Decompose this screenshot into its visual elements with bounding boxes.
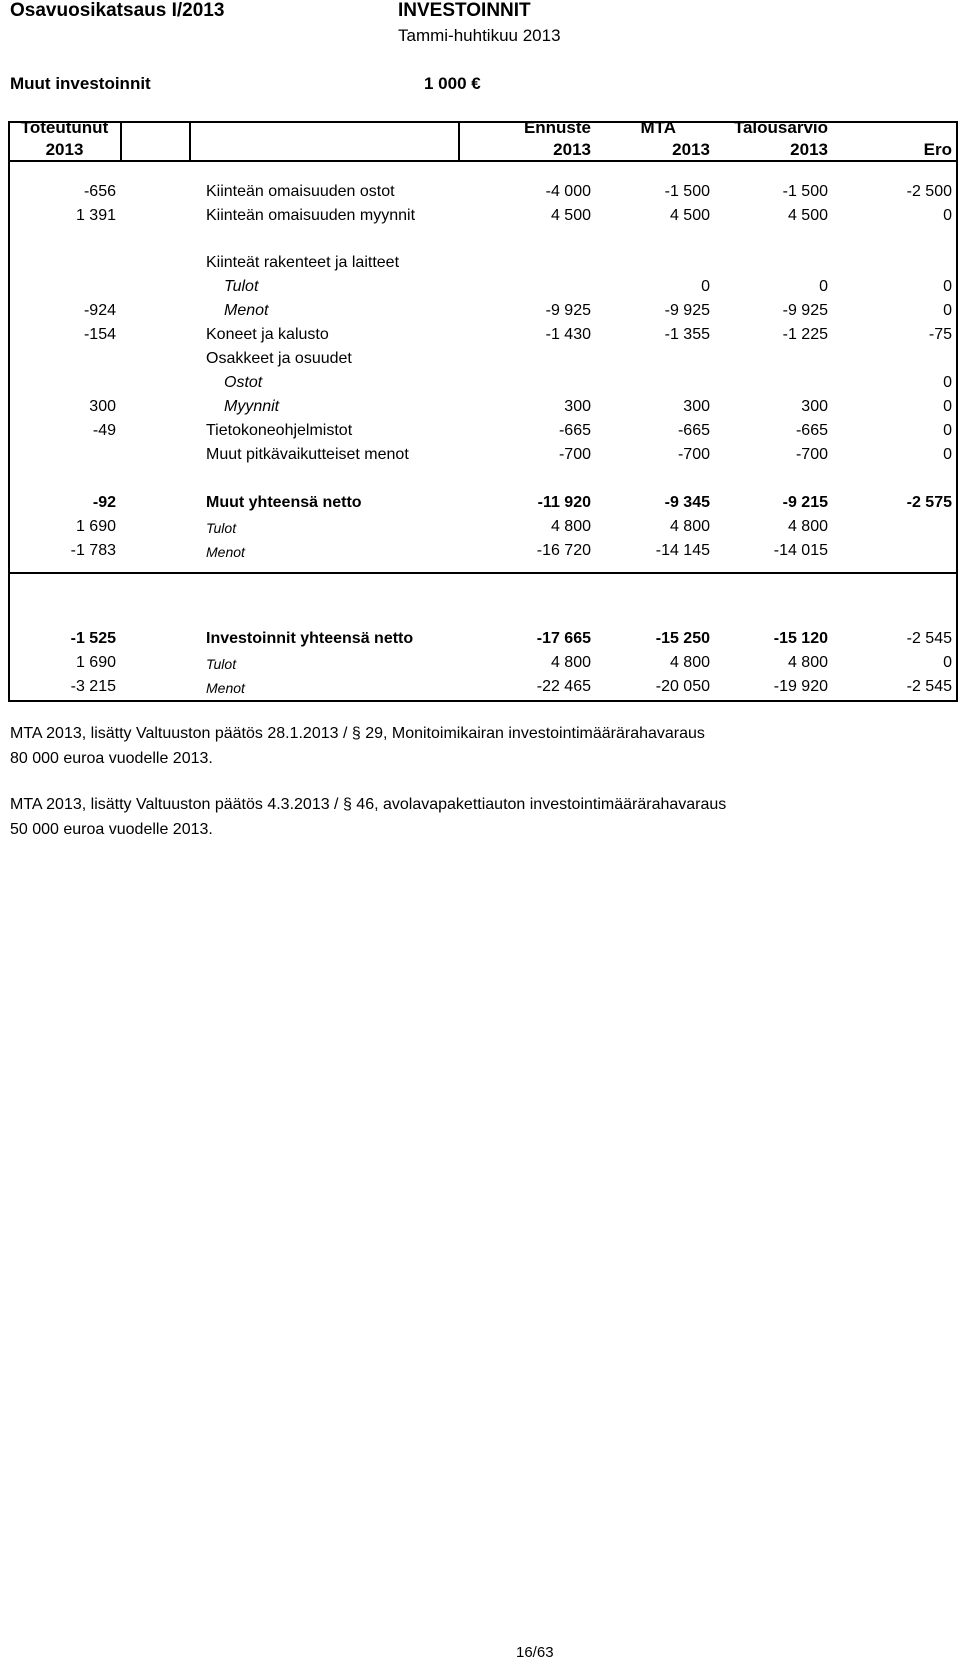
cell-ennuste: 4 800 [550,654,591,671]
cell-ennuste: -9 925 [545,302,591,319]
cell-talousarvio: 0 [819,278,828,295]
cell-toteutunut: 300 [89,398,116,415]
cell-mta: 0 [701,278,710,295]
cell-talousarvio: 4 800 [787,518,828,535]
cell-mta: -14 145 [655,542,710,559]
table-header-row [8,115,958,139]
period-label: Tammi-huhtikuu 2013 [398,26,561,45]
table-row [8,675,958,699]
cell-ero: 0 [943,374,952,391]
row-label: Ostot [224,374,263,391]
cell-mta: 4 800 [669,654,710,671]
table-row [8,251,958,275]
cell-ennuste: 4 800 [550,518,591,535]
table-row [8,323,958,347]
cell-talousarvio: -19 920 [773,678,828,695]
row-label: Muut pitkävaikutteiset menot [206,446,409,463]
col-ennuste-year: 2013 [553,140,591,159]
row-label: Menot [224,302,269,319]
col-ero: Ero [923,140,952,159]
table-row [8,299,958,323]
cell-mta: 4 500 [669,207,710,224]
cell-ennuste: -17 665 [536,630,591,647]
cell-ennuste: 4 500 [550,207,591,224]
cell-toteutunut: -92 [92,494,116,511]
col-mta-year: 2013 [672,140,710,159]
table-header-row [8,137,958,161]
report-title: Osavuosikatsaus I/2013 [10,0,225,21]
table-section-divider [8,572,958,574]
cell-ennuste: -11 920 [537,494,591,511]
cell-ero: 0 [943,422,952,439]
note-2-line-1: MTA 2013, lisätty Valtuuston päätös 4.3.2013 / § 46, avolavapakettiauton investointimäärärahavaraus [10,796,727,813]
page-number: 16/63 [516,1644,554,1661]
cell-ero: -75 [928,326,952,343]
cell-talousarvio: 4 800 [787,654,828,671]
cell-mta: -9 345 [664,494,710,511]
row-label: Kiinteät rakenteet ja laitteet [206,254,400,271]
cell-toteutunut: -3 215 [70,678,116,695]
cell-mta: -700 [677,446,710,463]
row-label: Osakkeet ja osuudet [206,350,352,367]
cell-ero: -2 575 [906,494,952,511]
cell-ero: -2 545 [906,678,952,695]
row-label: Tulot [224,278,259,295]
table-row [8,347,958,371]
cell-talousarvio: 300 [801,398,828,415]
section-title: INVESTOINNIT [398,0,531,21]
cell-talousarvio: -1 225 [782,326,828,343]
cell-toteutunut: -924 [83,302,116,319]
cell-ero: 0 [943,278,952,295]
cell-toteutunut: -1 783 [70,542,116,559]
cell-mta: 4 800 [669,518,710,535]
cell-ennuste: -700 [558,446,591,463]
cell-toteutunut: 1 690 [75,518,116,535]
table-row [8,651,958,675]
row-label: Koneet ja kalusto [206,326,329,343]
col-toteutunut: Toteutunut [20,118,109,137]
cell-toteutunut: -656 [83,183,116,200]
cell-ero: 0 [943,446,952,463]
cell-toteutunut: 1 391 [75,207,116,224]
row-label: Investoinnit yhteensä netto [206,630,414,647]
cell-ennuste: -16 720 [536,542,591,559]
cell-mta: -665 [677,422,710,439]
col-toteutunut-year: 2013 [45,140,84,159]
table-row [8,371,958,395]
row-label: Kiinteän omaisuuden myynnit [206,207,416,224]
cell-talousarvio: 4 500 [787,207,828,224]
col-talousarvio-year: 2013 [790,140,828,159]
subtotal-row [8,491,958,515]
cell-ennuste: -665 [558,422,591,439]
cell-toteutunut: -49 [92,422,116,439]
cell-talousarvio: -665 [795,422,828,439]
cell-mta: -20 050 [655,678,710,695]
cell-talousarvio: -700 [795,446,828,463]
cell-talousarvio: -9 215 [782,494,828,511]
row-label: Tulot [206,656,237,672]
cell-ennuste: -4 000 [545,183,591,200]
col-mta: MTA [640,118,676,137]
row-label: Myynnit [224,398,280,415]
cell-mta: -15 250 [655,630,710,647]
col-ennuste: Ennuste [523,118,591,137]
row-label: Kiinteän omaisuuden ostot [206,183,395,200]
cell-ennuste: -22 465 [536,678,591,695]
row-label: Menot [206,680,245,696]
unit-value: 1 000 € [424,74,481,93]
note-1-line-2: 80 000 euroa vuodelle 2013. [10,750,213,767]
table-row [8,515,958,539]
table-row [8,539,958,563]
cell-talousarvio: -15 120 [773,630,828,647]
col-talousarvio: Talousarvio [733,118,828,137]
cell-ero: 0 [943,207,952,224]
cell-toteutunut: -1 525 [70,630,116,647]
cell-mta: -1 500 [664,183,710,200]
table-row [8,180,958,204]
cell-talousarvio: -14 015 [773,542,828,559]
table-row [8,395,958,419]
row-label: Menot [206,544,245,560]
note-1-line-1: MTA 2013, lisätty Valtuuston päätös 28.1.2013 / § 29, Monitoimikairan investointimäärärahavaraus [10,725,705,742]
row-label: Tietokoneohjelmistot [206,422,353,439]
cell-ero: -2 500 [906,183,952,200]
cell-talousarvio: -9 925 [782,302,828,319]
cell-mta: 300 [683,398,710,415]
cell-ero: 0 [943,654,952,671]
cell-mta: -1 355 [664,326,710,343]
row-label: Muut yhteensä netto [206,494,362,511]
cell-toteutunut: -154 [83,326,116,343]
note-2-line-2: 50 000 euroa vuodelle 2013. [10,821,213,838]
cell-ero: -2 545 [906,630,952,647]
table-row [8,443,958,467]
cell-talousarvio: -1 500 [782,183,828,200]
table-row [8,204,958,228]
cell-ero: 0 [943,302,952,319]
table-row [8,419,958,443]
unit-label: Muut investoinnit [10,74,151,93]
cell-toteutunut: 1 690 [75,654,116,671]
cell-ero: 0 [943,398,952,415]
row-label: Tulot [206,520,237,536]
total-row [8,627,958,651]
cell-mta: -9 925 [664,302,710,319]
table-row [8,275,958,299]
cell-ennuste: 300 [564,398,591,415]
cell-ennuste: -1 430 [545,326,591,343]
